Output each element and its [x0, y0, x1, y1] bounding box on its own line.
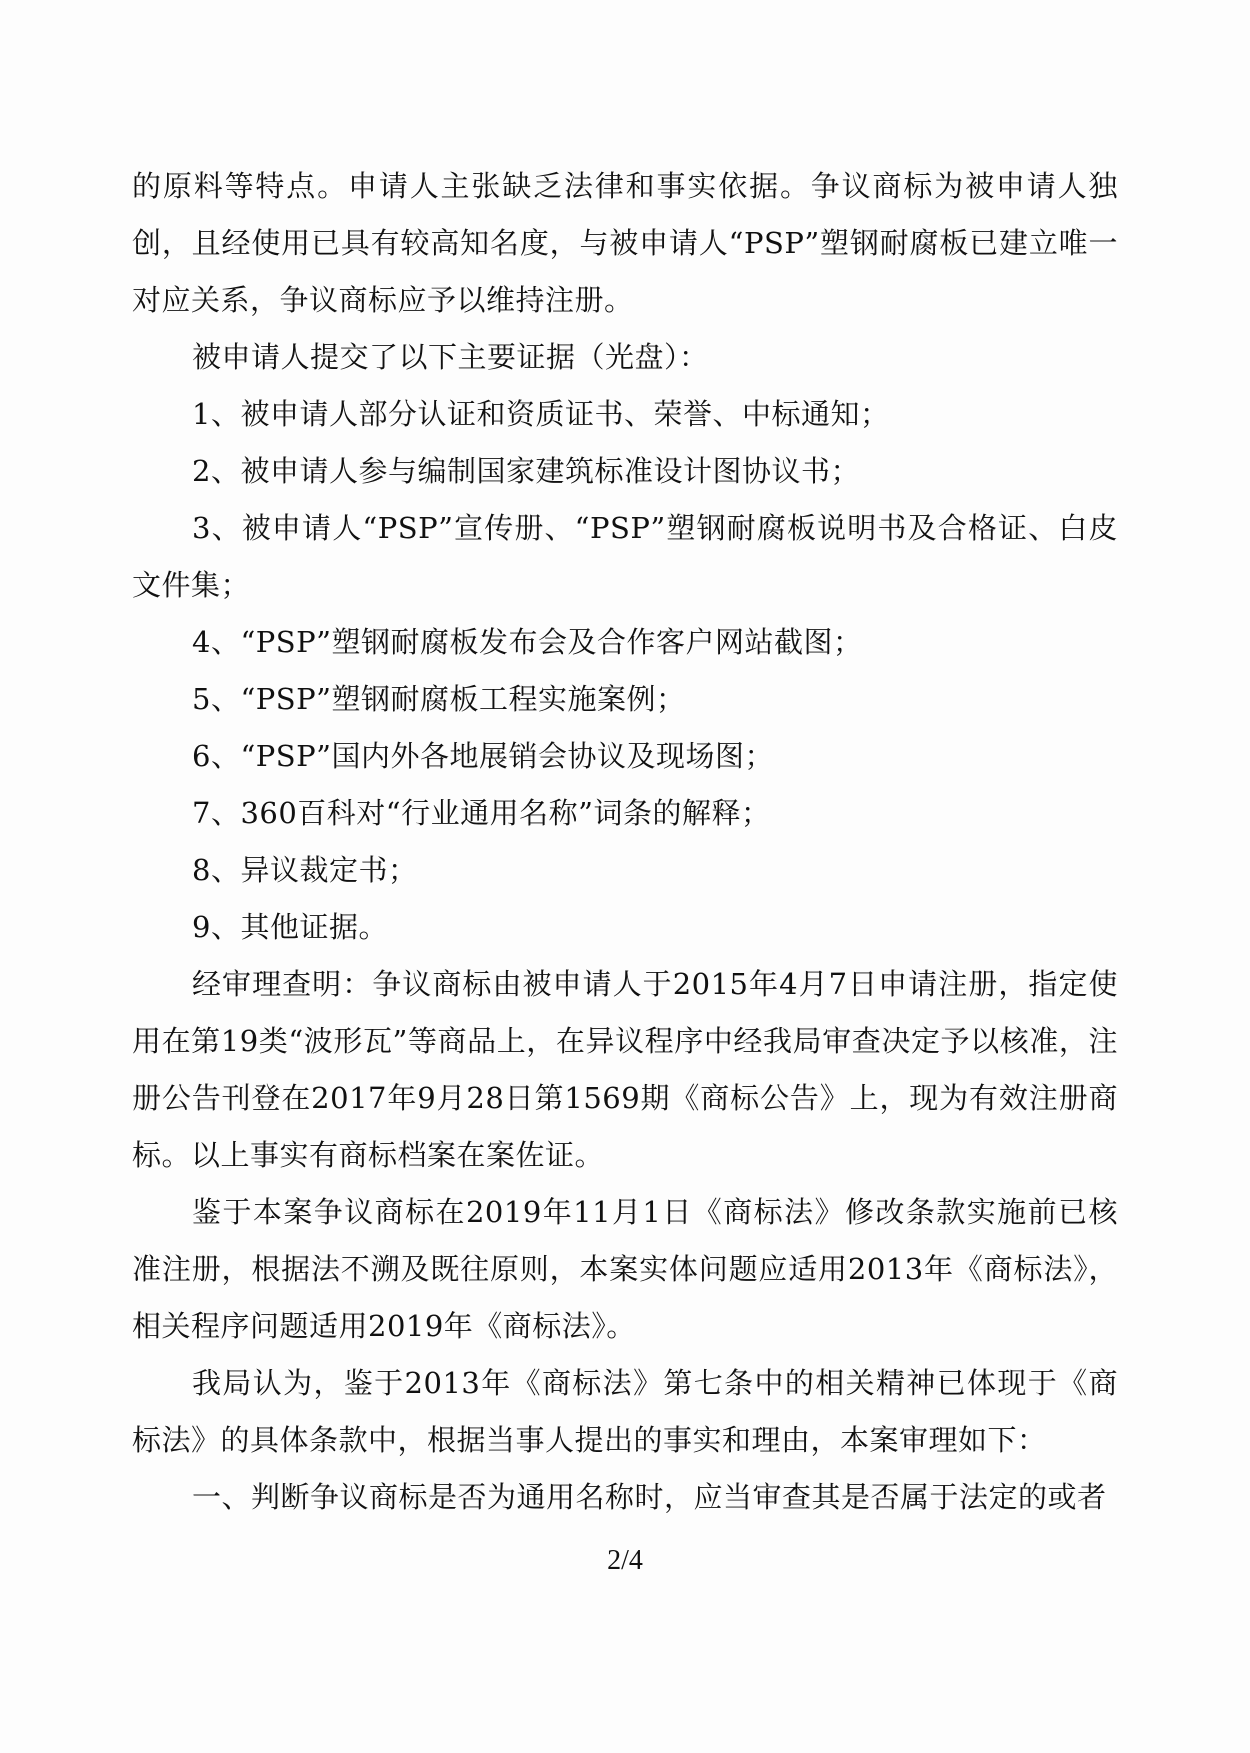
page-number: 2/4: [607, 1545, 643, 1576]
evidence-item-2: 2、被申请人参与编制国家建筑标准设计图协议书；: [192, 454, 860, 488]
evidence-item-8: 8、异议裁定书；: [192, 853, 418, 887]
findings-paragraph: 经审理查明：争议商标由被申请人于2015年4月7日申请注册，指定使用在第19类“波形瓦”等商品上，在异议程序中经我局审查决定予以核准，注册公告刊登在2017年9月28日第1569期《商标公告》上，现为有效注册商标。以上事实有商标档案在案佐证。: [132, 967, 1118, 1172]
document-body: [132, 158, 1118, 1526]
analysis-paragraph: 一、判断争议商标是否为通用名称时，应当审查其是否属于法定的或者: [192, 1480, 1107, 1514]
evidence-item-1: 1、被申请人部分认证和资质证书、荣誉、中标通知；: [192, 397, 890, 431]
evidence-item-4: 4、“PSP”塑钢耐腐板发布会及合作客户网站截图；: [192, 625, 863, 659]
paragraph-2: 被申请人提交了以下主要证据（光盘）：: [192, 340, 709, 374]
evidence-item-3: 3、被申请人“PSP”宣传册、“PSP”塑钢耐腐板说明书及合格证、白皮文件集；: [132, 511, 1118, 602]
opinion-paragraph: 我局认为，鉴于2013年《商标法》第七条中的相关精神已体现于《商标法》的具体条款中，根据当事人提出的事实和理由，本案审理如下：: [132, 1366, 1118, 1457]
evidence-item-5: 5、“PSP”塑钢耐腐板工程实施案例；: [192, 682, 686, 716]
evidence-item-7: 7、360百科对“行业通用名称”词条的解释；: [192, 796, 771, 830]
applicable-law-paragraph: 鉴于本案争议商标在2019年11月1日《商标法》修改条款实施前已核准注册，根据法不溯及既往原则，本案实体问题应适用2013年《商标法》，相关程序问题适用2019年《商标法》。: [132, 1195, 1118, 1343]
evidence-item-6: 6、“PSP”国内外各地展销会协议及现场图；: [192, 739, 774, 773]
evidence-item-9: 9、其他证据。: [192, 910, 388, 944]
paragraph-1: 的原料等特点。申请人主张缺乏法律和事实依据。争议商标为被申请人独创，且经使用已具有较高知名度，与被申请人“PSP”塑钢耐腐板已建立唯一对应关系，争议商标应予以维持注册。: [132, 169, 1118, 317]
